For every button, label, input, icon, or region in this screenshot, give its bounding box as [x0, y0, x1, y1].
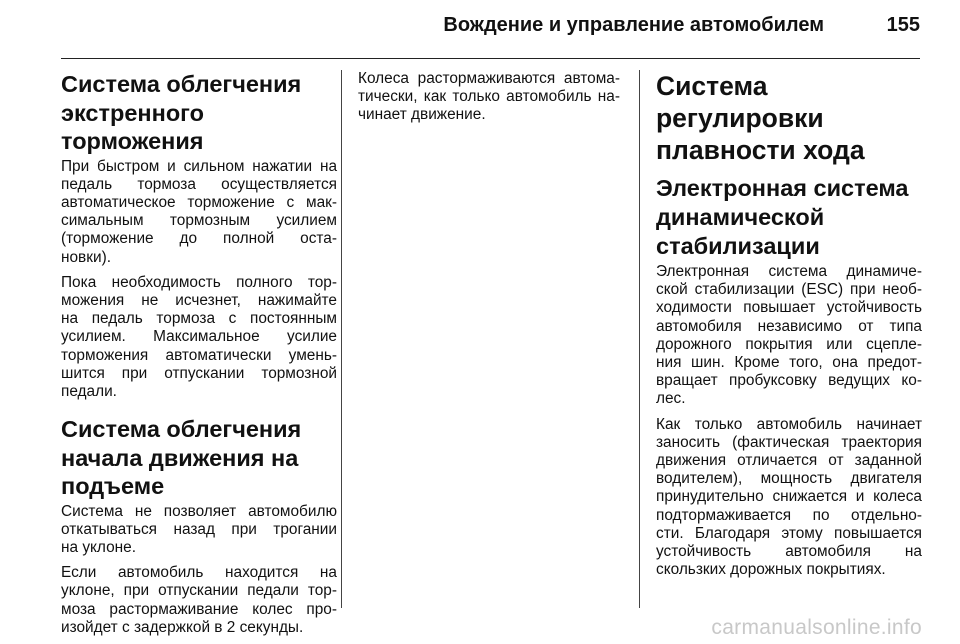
paragraph-esc-2: Как только автомобиль начинает заносить (фактическая траектория движения отличается от заданной водителем), мощность двигателя принудительно снижается и колеса подтормаживается по отдельно- сти. Благодаря этому повышается устойчивость автомобиля на скользких дорожных покрытиях.	[656, 415, 922, 579]
column-1	[61, 70, 337, 644]
column-3	[656, 70, 922, 586]
section-heading-emergency-braking: Система облегчения экстренного торможения	[61, 71, 302, 154]
subsection-heading-esc: Электронная система динамической стабилизации	[656, 175, 909, 259]
paragraph-emergency-braking-2: Пока необходимость полного тор- можения не исчезнет, нажимайте на педаль тормоза с постоянным усилием. Максимальное усилие торможения автоматически умень- шится при отпускании тормозной педали.	[61, 273, 337, 400]
column-divider-1	[341, 70, 342, 608]
section-heading-hill-start: Система облегчения начала движения на подъеме	[61, 416, 302, 500]
paragraph-hill-start-1: Система не позволяет автомобилю откатываться назад при трогании на уклоне.	[61, 502, 337, 557]
paragraph-emergency-braking-1: При быстром и сильном нажатии на педаль тормоза осуществляется автоматическое торможение с мак- симальным тормозным усилием (торможение до полной оста- новки).	[61, 157, 337, 266]
header-divider	[61, 58, 920, 59]
watermark-text: carmanualsonline.info	[711, 616, 922, 639]
paragraph-hill-start-2: Если автомобиль находится на уклоне, при отпускании педали тор- моза растормаживание колес про- изойдет с задержкой в 2 секунды.	[61, 564, 337, 636]
column-divider-2	[639, 70, 640, 608]
paragraph-esc-1: Электронная система динамиче- ской стабилизации (ESC) при необ- ходимости повышает устойчивость автомобиля независимо от типа дорожного покрытия или сцепле- ния шин. Кроме того, она предот- вращает пробуксовку ведущих ко- лес.	[656, 263, 922, 408]
page-number: 155	[886, 14, 920, 36]
column-2	[358, 70, 620, 132]
paragraph-brake-release: Колеса растормаживаются автома- тически, как только автомобиль на- чинает движение.	[358, 70, 620, 124]
running-header: Вождение и управление автомобилем	[443, 14, 824, 36]
section-heading-ride-control: Система регулировки плавности хода	[656, 71, 865, 165]
